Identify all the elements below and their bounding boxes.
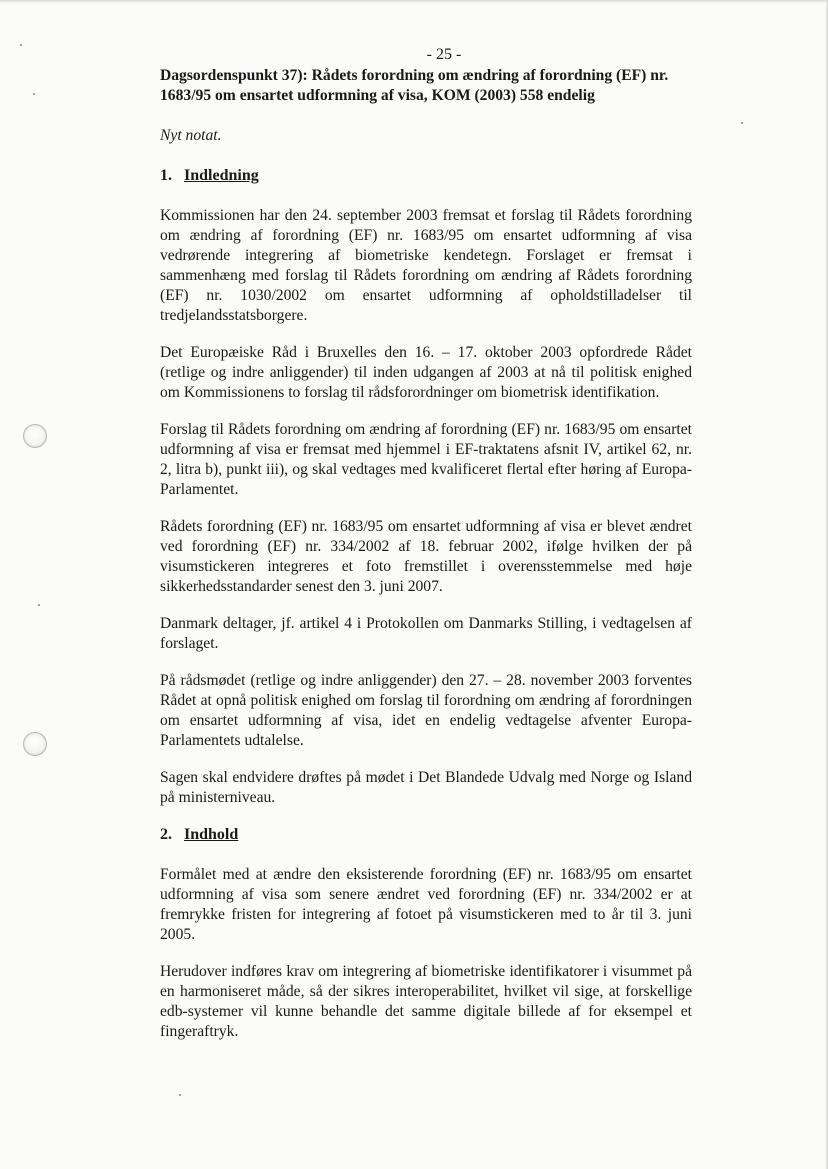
scan-speck <box>38 604 40 606</box>
scan-speck <box>33 93 35 95</box>
page-number: - 25 - <box>426 46 462 63</box>
paragraph: På rådsmødet (retlige og indre anliggender) den 27. – 28. november 2003 forventes Rådet at opnå politisk enighed om forslag til forordning om ændring af forordningen om ensartet udformning af visa, idet en endelig vedtagelse afventer Europa-Parlamentets udtalelse. <box>160 672 692 749</box>
scan-edge-top <box>0 0 828 3</box>
section-heading <box>160 166 692 186</box>
section-heading <box>160 825 692 845</box>
section-title: Indledning <box>184 167 259 184</box>
paragraph: Danmark deltager, jf. artikel 4 i Protokollen om Danmarks Stilling, i vedtagelsen af forslaget. <box>160 615 692 652</box>
paragraph: Rådets forordning (EF) nr. 1683/95 om ensartet udformning af visa er blevet ændret ved forordning (EF) nr. 334/2002 af 18. februar 2002, ifølge hvilken der på visumstickeren integreres et foto fremstillet i overensstemmelse med høje sikkerhedsstandarder senest den 3. juni 2007. <box>160 518 692 595</box>
paragraph: Kommissionen har den 24. september 2003 fremsat et forslag til Rådets forordning om ændring af forordning (EF) nr. 1683/95 om ensartet udformning af visa vedrørende integrering af biometriske kendetegn. Forslaget er fremsat i sammenhæng med forslag til Rådets forordning om ændring af Rådets forordning (EF) nr. 1030/2002 om ensartet udformning af opholdstilladelser til tredjelandsstatsborgere. <box>160 207 692 324</box>
scan-speck <box>179 1094 181 1096</box>
paragraph: Sagen skal endvidere drøftes på mødet i Det Blandede Udvalg med Norge og Island på ministerniveau. <box>160 769 692 806</box>
section-introduction <box>160 166 692 808</box>
section-number: 1. <box>160 167 172 184</box>
punch-hole-lower <box>23 732 47 756</box>
paragraph: Herudover indføres krav om integrering af biometriske identifikatorer i visummet på en harmoniseret måde, så der sikres interoperabilitet, hvilket vil sige, at forskellige edb-systemer vil kunne behandle det samme digitale billede af for eksempel et fingeraftryk. <box>160 963 692 1040</box>
agenda-item-title: Dagsordenspunkt 37): Rådets forordning om ændring af forordning (EF) nr. 1683/95 om ensartet udformning af visa, KOM (2003) 558 endelig <box>160 67 669 104</box>
punch-hole-upper <box>23 424 47 448</box>
scan-speck <box>741 122 743 124</box>
note-label: Nyt notat. <box>160 127 222 144</box>
paragraph: Det Europæiske Råd i Bruxelles den 16. – 17. oktober 2003 opfordrede Rådet (retlige og indre anliggender) til inden udgangen af 2003 at nå til politisk enighed om Kommissionens to forslag til rådsforordninger om biometrisk identifikation. <box>160 344 692 401</box>
paragraph: Formålet med at ændre den eksisterende forordning (EF) nr. 1683/95 om ensartet udformning af visa som senere ændret ved forordning (EF) nr. 334/2002 er at fremrykke fristen for integrering af fotoet på visumstickeren med to år til 3. juni 2005. <box>160 866 692 943</box>
section-content <box>160 825 692 1042</box>
section-number: 2. <box>160 826 172 843</box>
document-body <box>160 66 692 1059</box>
paragraph: Forslag til Rådets forordning om ændring af forordning (EF) nr. 1683/95 om ensartet udformning af visa er fremsat med hjemmel i EF-traktatens afsnit IV, artikel 62, nr. 2, litra b), punkt iii), og skal vedtages med kvalificeret flertal efter høring af Europa-Parlamentet. <box>160 421 692 498</box>
section-title: Indhold <box>184 826 239 843</box>
